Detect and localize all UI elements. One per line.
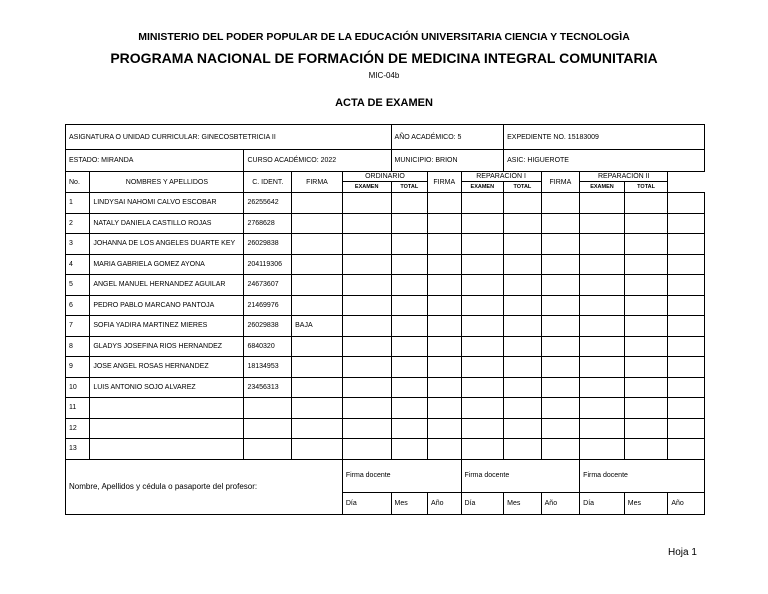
row-number: 12 xyxy=(66,418,90,439)
student-name: JOSE ANGEL ROSAS HERNANDEZ xyxy=(90,357,244,378)
grade-cell xyxy=(668,193,705,214)
student-name: NATALY DANIELA CASTILLO ROJAS xyxy=(90,213,244,234)
student-row xyxy=(66,398,705,419)
anio-2: Año xyxy=(541,492,580,514)
firma-3 xyxy=(541,213,580,234)
reparacion2-total xyxy=(624,193,668,214)
grade-cell xyxy=(668,254,705,275)
grade-cell xyxy=(668,439,705,460)
reparacion1-examen xyxy=(461,357,504,378)
reparacion1-total xyxy=(504,213,542,234)
col-ordinario: ORDINARIO xyxy=(342,172,427,182)
col-no: No. xyxy=(66,172,90,193)
reparacion2-total xyxy=(624,377,668,398)
firma-3 xyxy=(541,234,580,255)
reparacion1-examen xyxy=(461,254,504,275)
ordinario-examen xyxy=(342,439,391,460)
student-firma xyxy=(292,275,343,296)
reparacion2-examen xyxy=(580,357,625,378)
profesor-label: Nombre, Apellidos y cédula o pasaporte del profesor: xyxy=(66,459,343,514)
ordinario-examen xyxy=(342,398,391,419)
firma-2 xyxy=(428,377,461,398)
firma-3 xyxy=(541,418,580,439)
row-number: 11 xyxy=(66,398,90,419)
firma-docente-2: Firma docente xyxy=(461,459,580,492)
municipio-field: MUNICIPIO: BRION xyxy=(391,150,504,172)
mes-3: Mes xyxy=(624,492,668,514)
ordinario-total xyxy=(391,357,428,378)
firma-2 xyxy=(428,193,461,214)
reparacion1-examen xyxy=(461,213,504,234)
reparacion2-total xyxy=(624,439,668,460)
reparacion2-total xyxy=(624,336,668,357)
reparacion1-examen xyxy=(461,398,504,419)
col-reparacion-1: REPARACIÓN I xyxy=(461,172,541,182)
student-firma xyxy=(292,418,343,439)
firma-2 xyxy=(428,357,461,378)
firma-2 xyxy=(428,295,461,316)
row-number: 3 xyxy=(66,234,90,255)
reparacion2-examen xyxy=(580,275,625,296)
student-firma xyxy=(292,254,343,275)
student-name: JOHANNA DE LOS ANGELES DUARTE KEY xyxy=(90,234,244,255)
firma-docente-1: Firma docente xyxy=(342,459,461,492)
reparacion2-total xyxy=(624,213,668,234)
firma-2 xyxy=(428,336,461,357)
curso-field: CURSO ACADÉMICO: 2022 xyxy=(244,150,391,172)
asignatura-field: ASIGNATURA O UNIDAD CURRICULAR: GINECOSBTETRICIA II xyxy=(66,125,392,150)
ordinario-total xyxy=(391,398,428,419)
student-id: 26029838 xyxy=(244,234,292,255)
ordinario-total xyxy=(391,213,428,234)
reparacion1-examen xyxy=(461,439,504,460)
student-name xyxy=(90,439,244,460)
student-firma xyxy=(292,336,343,357)
reparacion2-examen xyxy=(580,295,625,316)
dia-1: Día xyxy=(342,492,391,514)
student-row xyxy=(66,193,705,214)
row-number: 10 xyxy=(66,377,90,398)
firma-2 xyxy=(428,439,461,460)
reparacion2-total xyxy=(624,418,668,439)
student-row xyxy=(66,213,705,234)
student-row xyxy=(66,357,705,378)
reparacion2-total xyxy=(624,275,668,296)
reparacion2-total xyxy=(624,398,668,419)
ordinario-examen xyxy=(342,254,391,275)
ordinario-examen xyxy=(342,316,391,337)
reparacion1-total xyxy=(504,377,542,398)
student-firma: BAJA xyxy=(292,316,343,337)
student-id: 26029838 xyxy=(244,316,292,337)
row-number: 4 xyxy=(66,254,90,275)
student-id: 6840320 xyxy=(244,336,292,357)
student-firma xyxy=(292,439,343,460)
reparacion1-examen xyxy=(461,275,504,296)
grade-cell xyxy=(668,336,705,357)
grade-cell xyxy=(668,316,705,337)
firma-3 xyxy=(541,336,580,357)
reparacion2-total xyxy=(624,316,668,337)
ministry-heading: MINISTERIO DEL PODER POPULAR DE LA EDUCACIÓN UNIVERSITARIA CIENCIA Y TECNOLOGÌA xyxy=(138,31,630,43)
anio-3: Año xyxy=(668,492,705,514)
dia-3: Día xyxy=(580,492,625,514)
ordinario-total xyxy=(391,295,428,316)
firma-3 xyxy=(541,295,580,316)
student-id: 24673607 xyxy=(244,275,292,296)
reparacion2-examen xyxy=(580,254,625,275)
firma-3 xyxy=(541,439,580,460)
firma-3 xyxy=(541,275,580,296)
student-name: SOFIA YADIRA MARTINEZ MIERES xyxy=(90,316,244,337)
firma-2 xyxy=(428,275,461,296)
firma-2 xyxy=(428,254,461,275)
document-title: ACTA DE EXAMEN xyxy=(335,97,433,109)
firma-docente-3: Firma docente xyxy=(580,459,705,492)
student-row xyxy=(66,234,705,255)
reparacion2-examen xyxy=(580,418,625,439)
sub-examen: EXAMEN xyxy=(342,182,391,193)
row-number: 6 xyxy=(66,295,90,316)
dia-2: Día xyxy=(461,492,504,514)
student-id: 26255642 xyxy=(244,193,292,214)
grade-cell xyxy=(668,213,705,234)
grade-cell xyxy=(668,377,705,398)
program-heading: PROGRAMA NACIONAL DE FORMACIÓN DE MEDICINA INTEGRAL COMUNITARIA xyxy=(110,50,658,66)
col-firma-2: FIRMA xyxy=(428,172,461,193)
mes-1: Mes xyxy=(391,492,428,514)
ordinario-examen xyxy=(342,275,391,296)
student-id: 18134953 xyxy=(244,357,292,378)
student-id: 21469976 xyxy=(244,295,292,316)
row-number: 9 xyxy=(66,357,90,378)
firma-3 xyxy=(541,377,580,398)
grade-cell xyxy=(668,398,705,419)
ordinario-examen xyxy=(342,193,391,214)
firma-2 xyxy=(428,213,461,234)
firma-3 xyxy=(541,316,580,337)
student-row xyxy=(66,377,705,398)
mes-2: Mes xyxy=(504,492,542,514)
ordinario-examen xyxy=(342,377,391,398)
grade-cell xyxy=(668,418,705,439)
firma-3 xyxy=(541,193,580,214)
firma-3 xyxy=(541,254,580,275)
reparacion2-examen xyxy=(580,193,625,214)
reparacion2-total xyxy=(624,234,668,255)
reparacion2-examen xyxy=(580,439,625,460)
student-row xyxy=(66,254,705,275)
reparacion1-examen xyxy=(461,234,504,255)
student-row xyxy=(66,275,705,296)
grade-cell xyxy=(668,295,705,316)
student-firma xyxy=(292,193,343,214)
ordinario-examen xyxy=(342,336,391,357)
sub-total: TOTAL xyxy=(504,182,542,193)
student-id xyxy=(244,398,292,419)
ordinario-total xyxy=(391,336,428,357)
firma-2 xyxy=(428,418,461,439)
reparacion2-examen xyxy=(580,316,625,337)
student-row xyxy=(66,295,705,316)
reparacion1-total xyxy=(504,336,542,357)
student-name: PEDRO PABLO MARCANO PANTOJA xyxy=(90,295,244,316)
sub-total: TOTAL xyxy=(391,182,428,193)
grade-cell xyxy=(668,357,705,378)
firma-3 xyxy=(541,398,580,419)
student-id xyxy=(244,439,292,460)
student-name: LINDYSAI NAHOMI CALVO ESCOBAR xyxy=(90,193,244,214)
reparacion1-total xyxy=(504,316,542,337)
page-number: Hoja 1 xyxy=(668,547,697,558)
ordinario-total xyxy=(391,193,428,214)
student-row xyxy=(66,418,705,439)
reparacion2-examen xyxy=(580,336,625,357)
student-row xyxy=(66,316,705,337)
col-cident: C. IDENT. xyxy=(244,172,292,193)
reparacion1-total xyxy=(504,439,542,460)
sub-total: TOTAL xyxy=(624,182,668,193)
reparacion1-total xyxy=(504,254,542,275)
ordinario-examen xyxy=(342,295,391,316)
student-name xyxy=(90,398,244,419)
student-name xyxy=(90,418,244,439)
reparacion1-examen xyxy=(461,336,504,357)
col-reparacion-2: REPARACIÓN II xyxy=(580,172,668,182)
grade-cell xyxy=(668,234,705,255)
student-name: LUIS ANTONIO SOJO ALVAREZ xyxy=(90,377,244,398)
exam-record-table xyxy=(65,124,705,515)
reparacion1-examen xyxy=(461,316,504,337)
ordinario-total xyxy=(391,439,428,460)
firma-2 xyxy=(428,398,461,419)
row-number: 13 xyxy=(66,439,90,460)
reparacion1-total xyxy=(504,275,542,296)
sub-examen: EXAMEN xyxy=(580,182,625,193)
ordinario-examen xyxy=(342,234,391,255)
reparacion2-total xyxy=(624,357,668,378)
col-firma: FIRMA xyxy=(292,172,343,193)
ordinario-total xyxy=(391,377,428,398)
reparacion2-examen xyxy=(580,213,625,234)
reparacion1-total xyxy=(504,234,542,255)
ordinario-total xyxy=(391,275,428,296)
reparacion1-examen xyxy=(461,377,504,398)
reparacion1-examen xyxy=(461,418,504,439)
col-firma-3: FIRMA xyxy=(541,172,580,193)
ordinario-total xyxy=(391,254,428,275)
student-row xyxy=(66,336,705,357)
firma-2 xyxy=(428,316,461,337)
firma-3 xyxy=(541,357,580,378)
estado-field: ESTADO: MIRANDA xyxy=(66,150,244,172)
row-number: 1 xyxy=(66,193,90,214)
reparacion1-total xyxy=(504,418,542,439)
student-name: MARIA GABRIELA GOMEZ AYONA xyxy=(90,254,244,275)
reparacion2-total xyxy=(624,254,668,275)
student-name: ANGEL MANUEL HERNANDEZ AGUILAR xyxy=(90,275,244,296)
ordinario-examen xyxy=(342,213,391,234)
reparacion1-total xyxy=(504,295,542,316)
expediente-field: EXPEDIENTE NO. 15183009 xyxy=(504,125,705,150)
student-firma xyxy=(292,213,343,234)
ordinario-examen xyxy=(342,357,391,378)
student-firma xyxy=(292,357,343,378)
student-row xyxy=(66,439,705,460)
reparacion2-examen xyxy=(580,398,625,419)
row-number: 8 xyxy=(66,336,90,357)
student-id: 23456313 xyxy=(244,377,292,398)
student-name: GLADYS JOSEFINA RIOS HERNANDEZ xyxy=(90,336,244,357)
grade-cell xyxy=(668,275,705,296)
ordinario-examen xyxy=(342,418,391,439)
student-firma xyxy=(292,377,343,398)
student-id: 204119306 xyxy=(244,254,292,275)
reparacion1-examen xyxy=(461,295,504,316)
anio-1: Año xyxy=(428,492,461,514)
student-firma xyxy=(292,398,343,419)
student-id: 2768628 xyxy=(244,213,292,234)
student-id xyxy=(244,418,292,439)
col-nombres: NOMBRES Y APELLIDOS xyxy=(90,172,244,193)
sub-examen: EXAMEN xyxy=(461,182,504,193)
asic-field: ASIC: HIGUEROTE xyxy=(504,150,705,172)
row-number: 5 xyxy=(66,275,90,296)
student-firma xyxy=(292,234,343,255)
reparacion1-total xyxy=(504,357,542,378)
reparacion1-total xyxy=(504,398,542,419)
ordinario-total xyxy=(391,418,428,439)
reparacion2-total xyxy=(624,295,668,316)
reparacion2-examen xyxy=(580,234,625,255)
reparacion1-examen xyxy=(461,193,504,214)
student-firma xyxy=(292,295,343,316)
form-code: MIC-04b xyxy=(368,71,400,80)
reparacion1-total xyxy=(504,193,542,214)
row-number: 2 xyxy=(66,213,90,234)
anio-academico-field: AÑO ACADÉMICO: 5 xyxy=(391,125,504,150)
row-number: 7 xyxy=(66,316,90,337)
firma-2 xyxy=(428,234,461,255)
ordinario-total xyxy=(391,234,428,255)
ordinario-total xyxy=(391,316,428,337)
reparacion2-examen xyxy=(580,377,625,398)
